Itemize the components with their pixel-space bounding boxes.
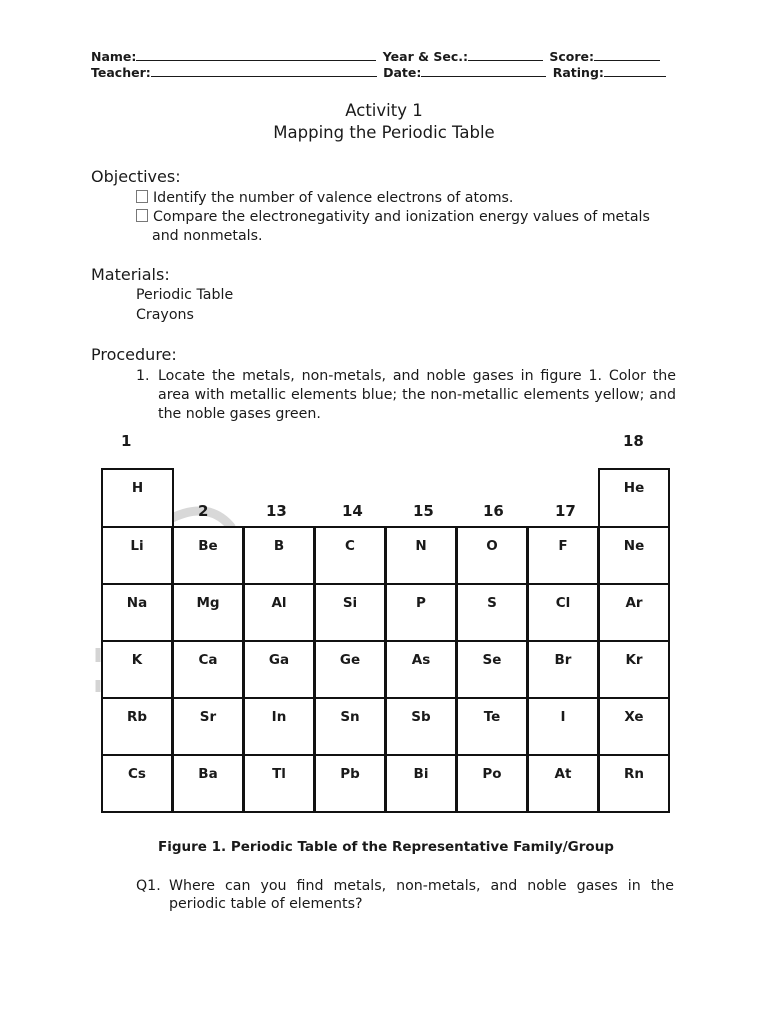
element-cell[interactable]: Li [101, 526, 173, 585]
element-cell[interactable]: Na [101, 583, 173, 642]
element-cell[interactable]: Se [456, 640, 528, 699]
score-label: Score: [549, 49, 595, 64]
element-cell[interactable]: Al [243, 583, 315, 642]
teacher-label: Teacher: [91, 65, 151, 80]
question-number: Q1. [136, 878, 161, 894]
group-label: 16 [483, 502, 504, 520]
element-cell[interactable]: Si [314, 583, 386, 642]
objective-item: Identify the number of valence electrons of atoms. [136, 190, 513, 206]
header-row-1 [91, 49, 660, 64]
group-label: 2 [198, 502, 209, 520]
element-cell[interactable]: F [527, 526, 599, 585]
year-sec-field[interactable] [468, 49, 543, 61]
element-cell-helium[interactable]: He [598, 468, 670, 528]
element-cell[interactable]: Ga [243, 640, 315, 699]
element-cell[interactable]: C [314, 526, 386, 585]
checkbox-icon [136, 190, 148, 203]
element-cell[interactable]: Ca [172, 640, 244, 699]
teacher-field[interactable] [151, 65, 377, 77]
objective-item-continued: and nonmetals. [152, 228, 263, 244]
step-number: 1. [136, 368, 150, 384]
group-label: 15 [413, 502, 434, 520]
element-cell[interactable]: Rn [598, 754, 670, 813]
element-cell[interactable]: Mg [172, 583, 244, 642]
procedure-heading: Procedure: [91, 345, 177, 364]
element-cell[interactable]: Cs [101, 754, 173, 813]
year-sec-label: Year & Sec.: [382, 49, 468, 64]
group-label: 13 [266, 502, 287, 520]
element-cell[interactable]: Rb [101, 697, 173, 756]
watermark-mark [88, 640, 102, 700]
material-item: Periodic Table [136, 287, 234, 303]
group-label: 14 [342, 502, 363, 520]
element-cell[interactable]: P [385, 583, 457, 642]
element-cell[interactable]: Be [172, 526, 244, 585]
element-cell[interactable]: Tl [243, 754, 315, 813]
element-cell[interactable]: Ge [314, 640, 386, 699]
element-cell[interactable]: B [243, 526, 315, 585]
element-cell[interactable]: Kr [598, 640, 670, 699]
element-cell[interactable]: Cl [527, 583, 599, 642]
rating-label: Rating: [552, 65, 604, 80]
element-cell[interactable]: Xe [598, 697, 670, 756]
element-cell[interactable]: In [243, 697, 315, 756]
element-cell[interactable]: Pb [314, 754, 386, 813]
element-cell[interactable]: As [385, 640, 457, 699]
objective-item: Compare the electronegativity and ionization energy values of metals [136, 209, 650, 225]
group-label-1: 1 [121, 432, 132, 450]
element-cell[interactable]: Ba [172, 754, 244, 813]
element-cell[interactable]: At [527, 754, 599, 813]
element-cell[interactable]: Po [456, 754, 528, 813]
header-row-2 [91, 65, 666, 80]
score-field[interactable] [594, 49, 660, 61]
element-cell[interactable]: Te [456, 697, 528, 756]
name-label: Name: [91, 49, 137, 64]
element-cell[interactable]: Sb [385, 697, 457, 756]
element-cell[interactable]: Ar [598, 583, 670, 642]
group-label-18: 18 [623, 432, 644, 450]
element-cell[interactable]: I [527, 697, 599, 756]
material-item: Crayons [136, 307, 194, 323]
element-cell[interactable]: Bi [385, 754, 457, 813]
element-cell[interactable]: Sn [314, 697, 386, 756]
question [136, 877, 674, 913]
checkbox-icon [136, 209, 148, 222]
step-text: Locate the metals, non-metals, and noble gases in figure 1. Color the area with metallic elements blue; the non-metallic elements yellow; and the noble gases green. [158, 368, 676, 422]
group-label: 17 [555, 502, 576, 520]
date-field[interactable] [421, 65, 546, 77]
procedure-step [136, 367, 676, 424]
element-cell[interactable]: S [456, 583, 528, 642]
element-cell[interactable]: N [385, 526, 457, 585]
name-field[interactable] [136, 49, 376, 61]
element-cell[interactable]: Ne [598, 526, 670, 585]
rating-field[interactable] [604, 65, 666, 77]
objectives-heading: Objectives: [91, 167, 181, 186]
date-label: Date: [383, 65, 422, 80]
question-text: Where can you find metals, non-metals, and noble gases in the periodic table of elements? [169, 878, 674, 912]
element-cell[interactable]: K [101, 640, 173, 699]
element-cell-hydrogen[interactable]: H [101, 468, 174, 528]
figure-caption: Figure 1. Periodic Table of the Representative Family/Group [158, 839, 614, 855]
activity-number: Activity 1 [345, 101, 423, 120]
activity-title: Mapping the Periodic Table [273, 123, 495, 142]
element-cell[interactable]: Sr [172, 697, 244, 756]
materials-heading: Materials: [91, 265, 170, 284]
element-cell[interactable]: Br [527, 640, 599, 699]
element-cell[interactable]: O [456, 526, 528, 585]
